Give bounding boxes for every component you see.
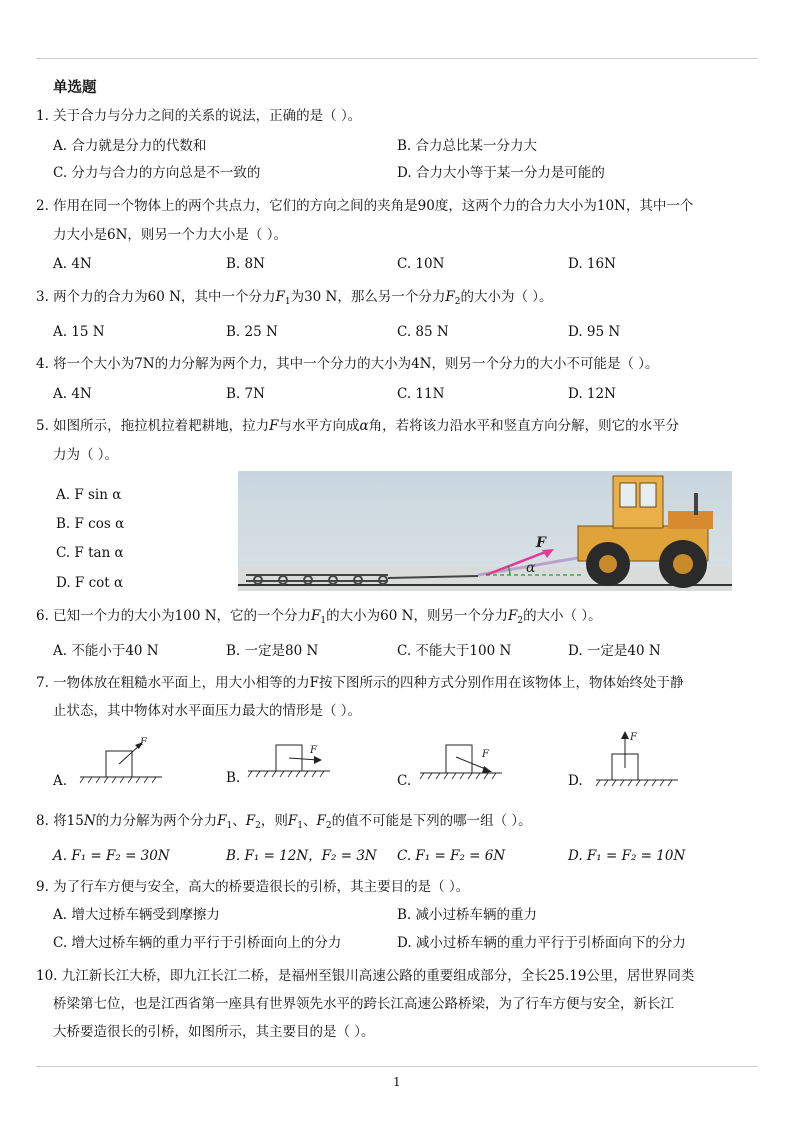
q3-option-c: C. 85 N (397, 324, 449, 340)
q5-option-a: A. F sin α (56, 487, 122, 503)
q4-stem: 4. 将一个大小为7N的力分解为两个力，其中一个分力的大小为4N，则另一个分力的大小不可能是（ ）。 (36, 356, 659, 372)
q7-figure-b (244, 733, 334, 785)
q10-stem-line1: 10. 九江新长江大桥，即九江长江二桥，是福州至银川高速公路的重要组成部分，全长25.19公里，居世界同类 (36, 968, 695, 984)
q3-stem: 3. 两个力的合力为60 N，其中一个分力$F_1$为30 N，那么另一个分力$F_2$的大小为（ ）。 (36, 289, 553, 307)
q6-option-b: B. 一定是80 N (226, 643, 319, 659)
q5-stem-line1: 5. 如图所示，拖拉机拉着耙耕地，拉力F与水平方向成α角，若将该力沿水平和竖直方向分解，则它的水平分 (36, 418, 680, 434)
q3-option-a: A. 15 N (53, 324, 105, 340)
q5-option-d: D. F cot α (56, 575, 124, 591)
q2-option-c: C. 10N (397, 256, 445, 272)
q5-option-c: C. F tan α (56, 545, 124, 561)
q7-option-b: B. (226, 770, 241, 786)
q4-option-b: B. 7N (226, 386, 265, 402)
q8-option-b: B. F₁ = 12N，F₂ = 3N (226, 848, 377, 864)
header-rule (36, 58, 758, 59)
q9-option-d: D. 减小过桥车辆的重力平行于引桥面向下的分力 (397, 935, 686, 951)
footer-rule (36, 1066, 758, 1067)
q4-option-d: D. 12N (568, 386, 616, 402)
q7-figure-a (76, 735, 166, 787)
q2-stem-line1: 2. 作用在同一个物体上的两个共点力，它们的方向之间的夹角是90度，这两个力的合力大小为10N，其中一个 (36, 198, 694, 214)
q7-option-c: C. (397, 773, 412, 789)
q10-stem-line2: 桥梁第七位，也是江西省第一座具有世界领先水平的跨长江高速公路桥梁，为了行车方便与安全，新长江 (53, 996, 674, 1012)
q1-option-b: B. 合力总比某一分力大 (397, 138, 538, 154)
q3-option-b: B. 25 N (226, 324, 278, 340)
q9-stem: 9. 为了行车方便与安全，高大的桥要造很长的引桥，其主要目的是（ ）。 (36, 879, 470, 895)
q2-option-a: A. 4N (53, 256, 92, 272)
q4-option-c: C. 11N (397, 386, 445, 402)
q6-option-d: D. 一定是40 N (568, 643, 661, 659)
q8-option-c: C. F₁ = F₂ = 6N (397, 848, 506, 864)
q1-option-c: C. 分力与合力的方向总是不一致的 (53, 165, 261, 181)
q7-stem-line2: 止状态，其中物体对水平面压力最大的情形是（ ）。 (53, 703, 362, 719)
q7-figure-d (592, 728, 682, 788)
page-number: 1 (393, 1075, 401, 1089)
q9-option-c: C. 增大过桥车辆的重力平行于引桥面向上的分力 (53, 935, 342, 951)
q5-stem-line2: 力为（ ）。 (53, 447, 119, 463)
section-title: 单选题 (53, 79, 97, 96)
tractor-figure (238, 471, 732, 591)
q8-option-a: A. F₁ = F₂ = 30N (53, 848, 170, 864)
q7a-force-label: F (140, 737, 147, 748)
q7-figure-c (416, 735, 506, 787)
q7-option-a: A. (53, 773, 68, 789)
q7-option-d: D. (568, 773, 583, 789)
q6-stem: 6. 已知一个力的大小为100 N，它的一个分力$F_1$的大小为60 N，则另一个分力$F_2$的大小（ ）。 (36, 608, 602, 626)
q7c-force-label: F (482, 749, 489, 760)
q6-option-a: A. 不能小于40 N (53, 643, 159, 659)
q7d-force-label: F (630, 732, 637, 743)
tractor-force-label: F (536, 535, 546, 551)
q2-option-b: B. 8N (226, 256, 265, 272)
q1-stem: 1. 关于合力与分力之间的关系的说法，正确的是（ ）。 (36, 108, 362, 124)
q7b-force-label: F (310, 745, 317, 756)
q1-option-a: A. 合力就是分力的代数和 (53, 138, 207, 154)
q3-option-d: D. 95 N (568, 324, 621, 340)
q5-option-b: B. F cos α (56, 516, 125, 532)
q9-option-b: B. 减小过桥车辆的重力 (397, 907, 538, 923)
q4-option-a: A. 4N (53, 386, 92, 402)
q8-option-d: D. F₁ = F₂ = 10N (568, 848, 686, 864)
q8-stem: 8. 将15N的力分解为两个分力$F_1$、$F_2$，则$F_1$、$F_2$的值不可能是下列的哪一组（ ）。 (36, 813, 532, 831)
q1-option-d: D. 合力大小等于某一分力是可能的 (397, 165, 605, 181)
q10-stem-line3: 大桥要造很长的引桥，如图所示，其主要目的是（ ）。 (53, 1024, 375, 1040)
tractor-angle-label: α (526, 560, 536, 576)
q2-stem-line2: 力大小是6N，则另一个力大小是（ ）。 (53, 227, 287, 243)
q9-option-a: A. 增大过桥车辆受到摩擦力 (53, 907, 220, 923)
q6-option-c: C. 不能大于100 N (397, 643, 512, 659)
q2-option-d: D. 16N (568, 256, 616, 272)
q7-stem-line1: 7. 一物体放在粗糙水平面上，用大小相等的力F按下图所示的四种方式分别作用在该物体上，物体始终处于静 (36, 675, 684, 691)
